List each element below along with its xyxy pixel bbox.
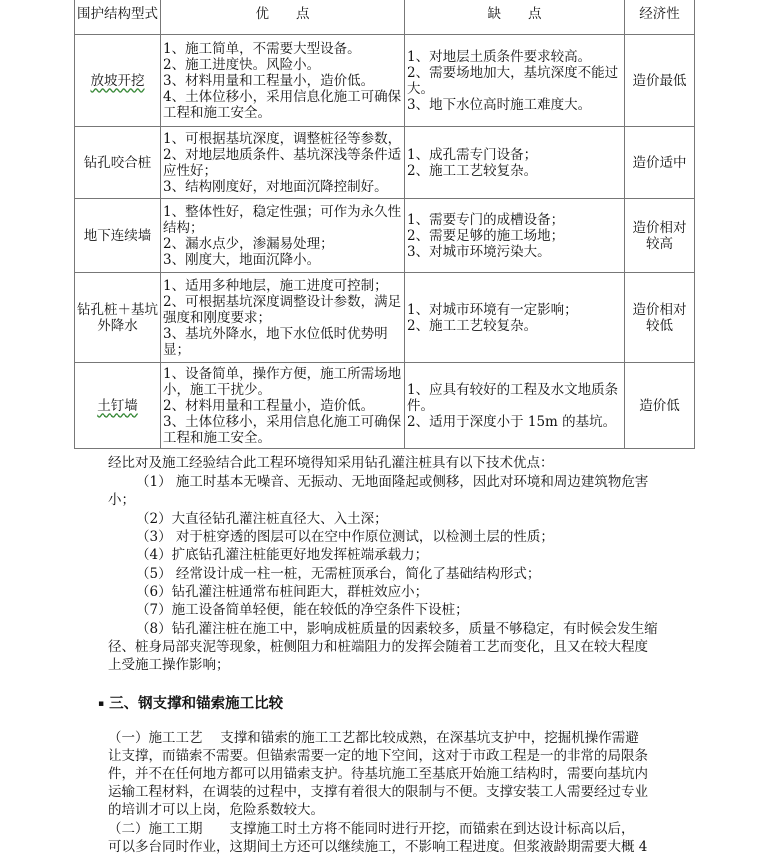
cell-cons [405, 273, 625, 363]
cell-pros [161, 35, 405, 127]
header-cost: 经济性 [625, 0, 695, 35]
pros-item: 3、材料用量和工程量小，造价低。 [163, 72, 375, 89]
cell-cons [405, 199, 625, 273]
section-paragraph-line: 让支撑，而锚索不需要。但锚索需要一定的地下空间，这对于市政工程是一的非常的局限条 [108, 748, 648, 764]
pros-item: 1、施工简单，不需要大型设备。 [163, 40, 361, 57]
cell-type [75, 363, 161, 449]
pros-item: 3、基坑外降水，地下水位低时优势明显； [163, 325, 388, 358]
section-paragraph-line: 运输工程材料，在调装的过程中，支撑有着很大的限制与不便。支撑安装工人需要经过专业 [108, 784, 648, 800]
section-paragraph-line: （一）施工工艺 支撑和锚索的施工工艺都比较成熟，在深基坑支护中，挖掘机操作需避 [108, 730, 639, 746]
cons-item: 2、需要足够的施工场地； [407, 227, 565, 244]
list-item: （4）扩底钻孔灌注桩能更好地发挥桩端承载力； [136, 547, 429, 563]
pros-item: 2、材料用量和工程量小，造价低。 [163, 397, 375, 414]
cons-item: 1、需要专门的成槽设备； [407, 211, 565, 228]
intro-paragraph: 经比对及施工经验结合此工程环境得知采用钻孔灌注桩具有以下技术优点： [108, 455, 554, 471]
cons-item: 2、施工工艺较复杂。 [407, 162, 538, 179]
cell-type [75, 35, 161, 127]
type-label: 地下连续墙 [83, 227, 152, 244]
table-row [75, 35, 695, 127]
pros-item: 2、施工进度快。风险小。 [163, 56, 321, 73]
cons-item: 1、成孔需专门设备； [407, 146, 538, 163]
cons-item: 1、对城市环境有一定影响； [407, 301, 578, 318]
section-heading [98, 692, 283, 713]
pros-item: 1、设备简单，操作方便，施工所需场地小，施工干扰少。 [163, 365, 402, 398]
cell-pros [161, 199, 405, 273]
type-label: 土钉墙 [97, 397, 138, 414]
cell-cons [405, 127, 625, 199]
list-item: 径、桩身局部夹泥等现象，桩侧阻力和桩端阻力的发挥会随着工艺而变化，且又在较大程度 [108, 639, 648, 655]
table-row [75, 273, 695, 363]
table-row [75, 127, 695, 199]
cons-item: 1、应具有较好的工程及水文地质条件。 [407, 381, 619, 414]
pros-item: 2、对地层地质条件、基坑深浅等条件适应性好； [163, 146, 402, 179]
list-item: （5） 经常设计成一柱一桩，无需桩顶承台，简化了基础结构形式； [136, 566, 541, 582]
cell-type [75, 199, 161, 273]
table-row [75, 363, 695, 449]
header-cons: 缺 点 [405, 0, 625, 35]
cell-cons [405, 35, 625, 127]
pros-item: 3、结构刚度好，对地面沉降控制好。 [163, 178, 388, 195]
section-paragraph-line: （二）施工工期 支撑施工时土方将不能同时进行开挖，而锚索在到达设计标高以后， [108, 821, 635, 837]
comparison-table [74, 0, 695, 449]
bullet-mark: ▪ [98, 699, 105, 709]
pros-item: 1、适用多种地层，施工进度可控制； [163, 277, 388, 294]
cons-item: 2、需要场地加大，基坑深度不能过大。 [407, 64, 619, 97]
list-item: （3） 对于桩穿透的图层可以在空中作原位测试，以检测土层的性质； [136, 529, 554, 545]
pros-item: 1、可根据基坑深度，调整桩径等参数， [163, 130, 402, 147]
cons-item: 3、对城市环境污染大。 [407, 243, 551, 260]
section-paragraph-line: 的培训才可以上岗，危险系数较大。 [108, 802, 324, 818]
list-item: （6）钻孔灌注桩通常布桩间距大，群桩效应小； [136, 584, 429, 600]
cons-item: 2、适用于深度小于 15m 的基坑。 [407, 413, 617, 430]
cell-cons [405, 363, 625, 449]
pros-item: 2、漏水点少，渗漏易处理； [163, 235, 334, 252]
cell-cost: 造价适中 [625, 127, 695, 199]
table-header-row [75, 0, 695, 35]
pros-item: 2、可根据基坑深度调整设计参数，满足强度和刚度要求； [163, 293, 402, 326]
header-pros: 优 点 [161, 0, 405, 35]
list-item: （8）钻孔灌注桩在施工中，影响成桩质量的因素较多，质量不够稳定，有时候会发生缩 [136, 621, 658, 637]
table-row [75, 199, 695, 273]
header-type: 围护结构型式 [75, 0, 161, 35]
cell-pros [161, 127, 405, 199]
cell-cost: 造价最低 [625, 35, 695, 127]
list-item: （7）施工设备简单轻便，能在较低的净空条件下设桩； [136, 602, 469, 618]
pros-item: 3、刚度大，地面沉降小。 [163, 251, 321, 268]
cell-type [75, 127, 161, 199]
cell-cost: 造价相对较高 [625, 199, 695, 273]
list-item: 小； [108, 492, 135, 508]
list-item: （1） 施工时基本无噪音、无振动、无地面隆起或侧移，因此对环境和周边建筑物危害 [136, 474, 649, 490]
cons-item: 3、地下水位高时施工难度大。 [407, 96, 592, 113]
type-label: 钻孔咬合桩 [83, 154, 152, 171]
list-item: 上受施工操作影响； [108, 657, 230, 673]
cell-pros [161, 363, 405, 449]
cons-item: 1、对地层土质条件要求较高。 [407, 48, 592, 65]
section-paragraph-line: 件，并不在任何地方都可以用锚索支护。待基坑施工至基底开始施工结构时，需要向基坑内 [108, 766, 648, 782]
cons-item: 2、施工工艺较复杂。 [407, 317, 538, 334]
section-title: 三、钢支撑和锚索施工比较 [109, 696, 284, 712]
pros-item: 4、土体位移小，采用信息化施工可确保工程和施工安全。 [163, 88, 402, 121]
cell-pros [161, 273, 405, 363]
pros-item: 1、整体性好，稳定性强；可作为永久性结构； [163, 203, 402, 236]
cell-cost: 造价相对较低 [625, 273, 695, 363]
type-label: 钻孔桩＋基坑外降水 [77, 301, 158, 334]
list-item: （2）大直径钻孔灌注桩直径大、入土深； [136, 511, 388, 527]
type-label: 放坡开挖 [90, 72, 145, 89]
section-paragraph-line: 可以多台同时作业，这期间土方还可以继续施工，不影响工程进度。但浆液龄期需要大概 4 [108, 839, 648, 855]
cell-type [75, 273, 161, 363]
pros-item: 3、土体位移小，采用信息化施工可确保工程和施工安全。 [163, 413, 402, 446]
cell-cost: 造价低 [625, 363, 695, 449]
